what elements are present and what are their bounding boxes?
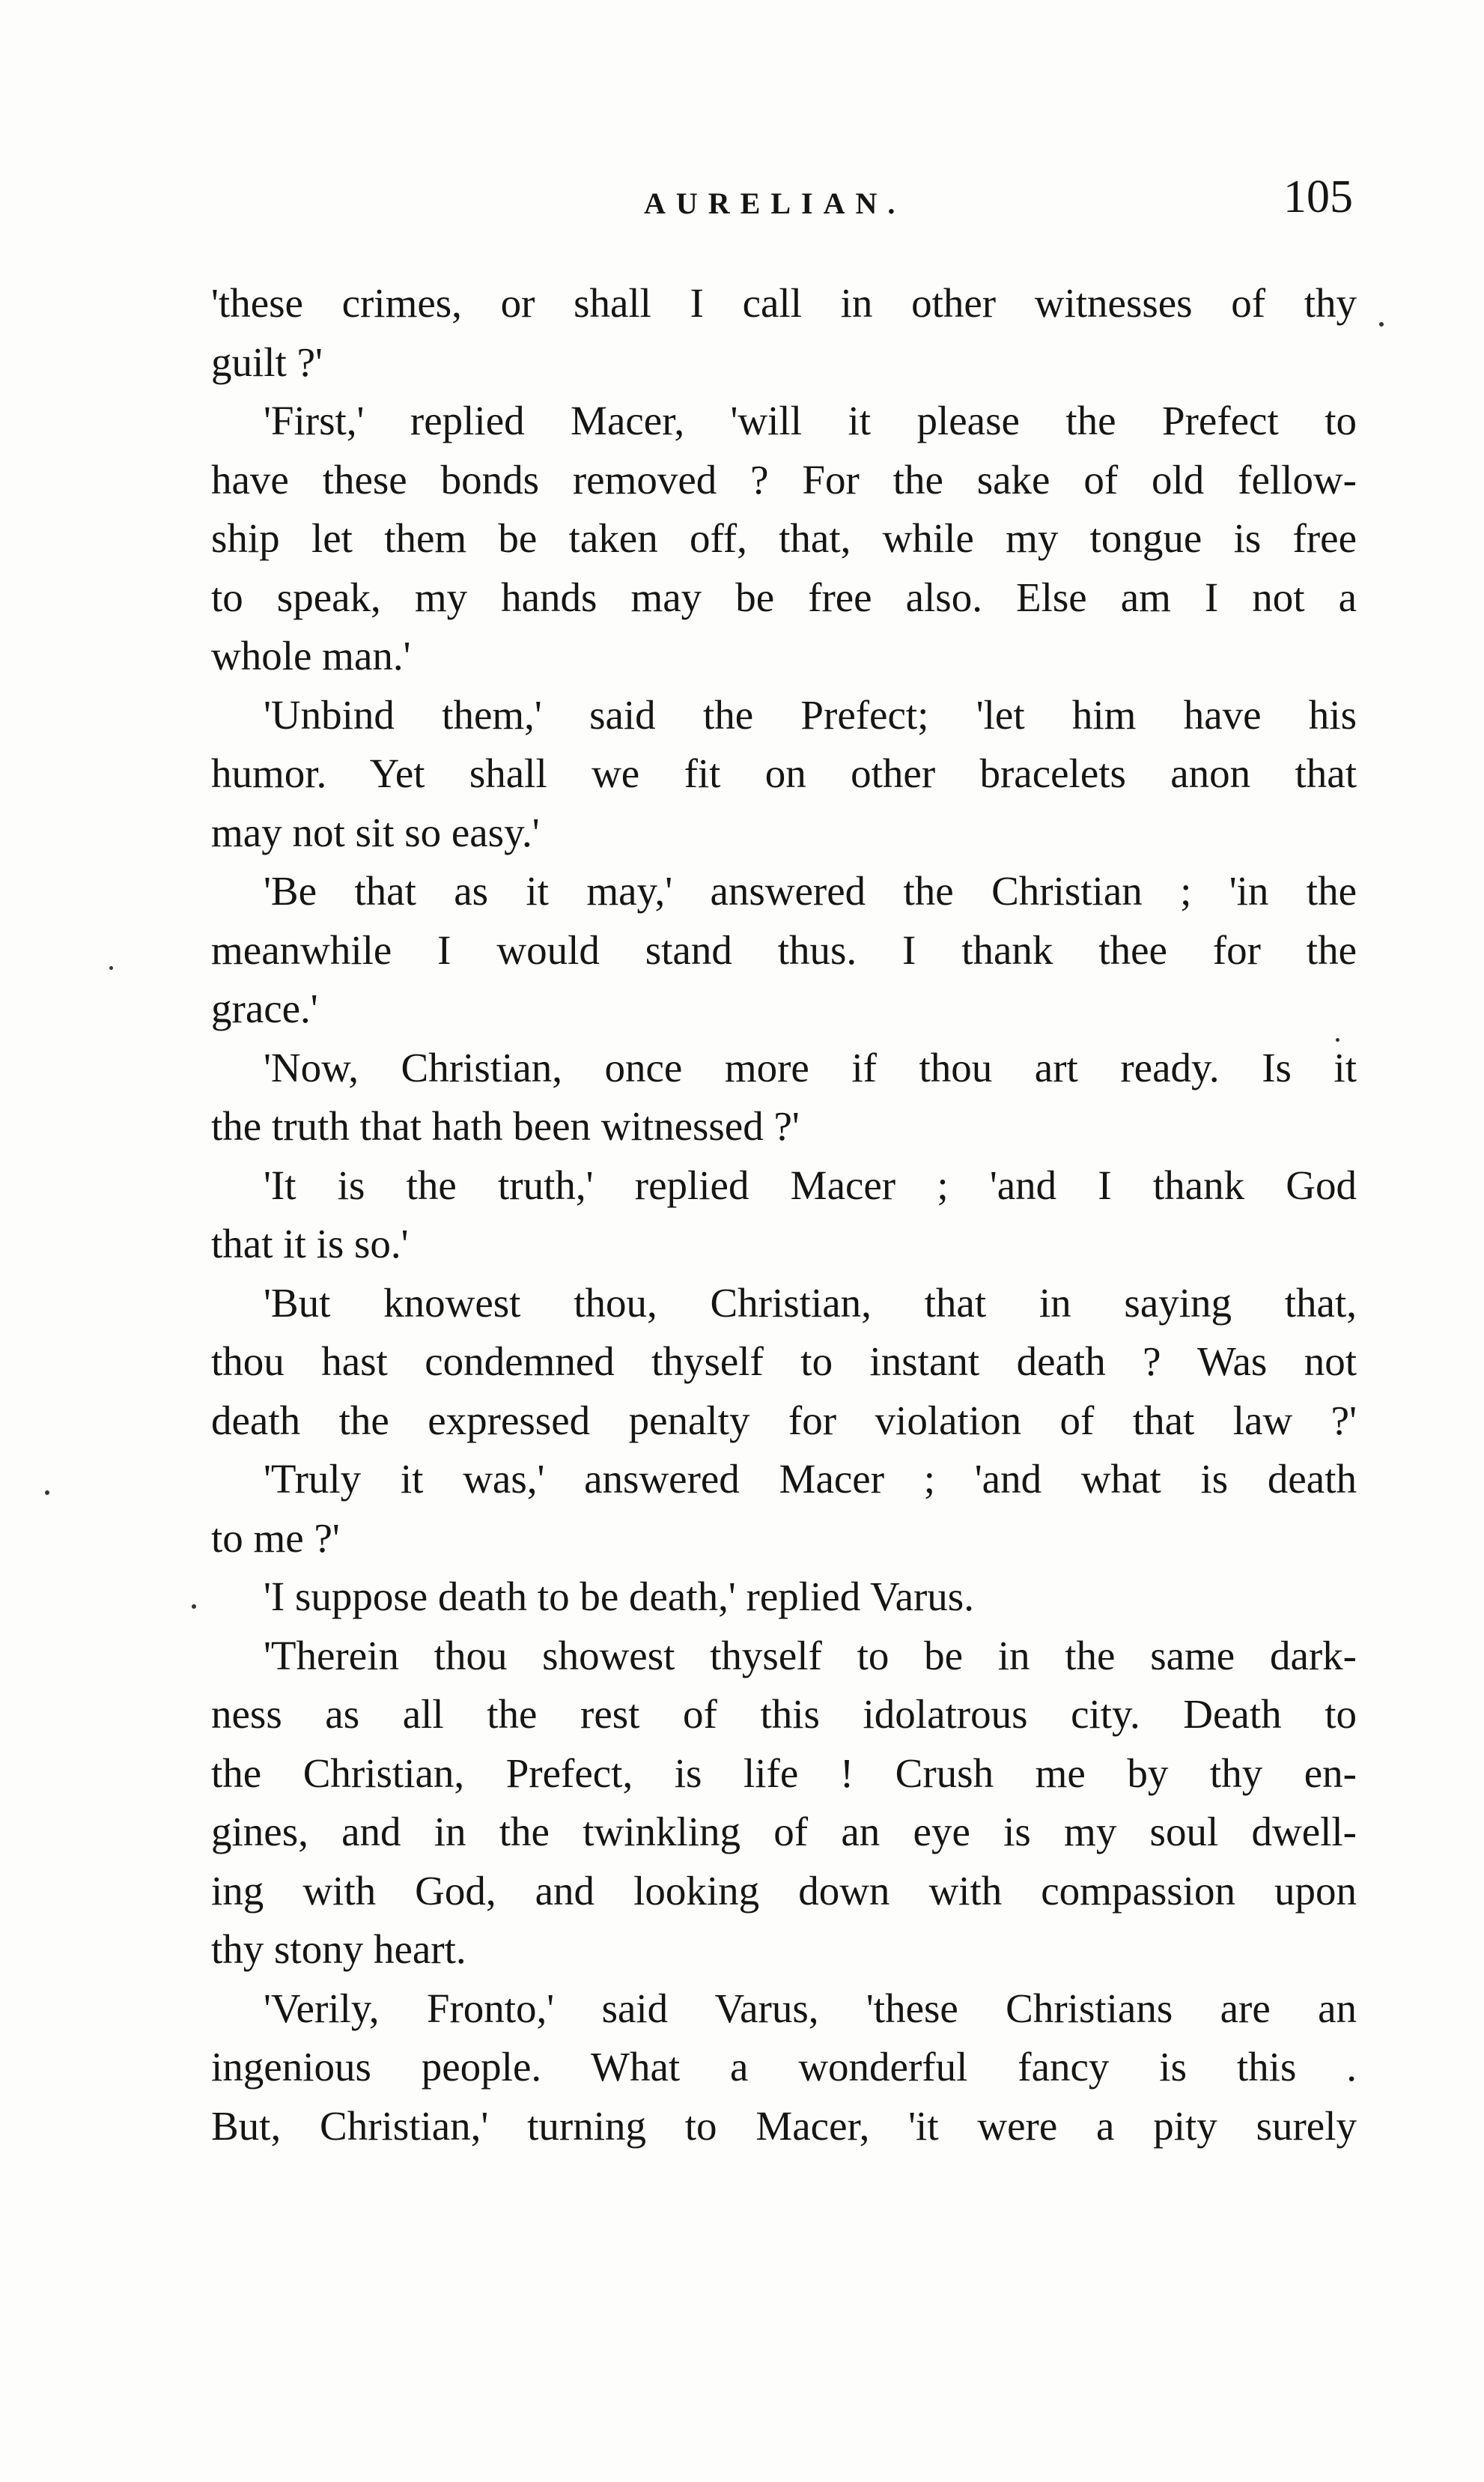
text-line: that it is so.' <box>211 1221 409 1266</box>
text-line: 'I suppose death to be death,' replied Varus. <box>264 1574 974 1619</box>
text-line: 'Verily, Fronto,' said Varus, 'these Christians are an <box>264 1985 1357 2031</box>
text-line: 'It is the truth,' replied Macer ; 'and I thank God <box>264 1162 1357 1208</box>
text-line: to speak, my hands may be free also. Else am I not a <box>211 574 1357 620</box>
text-line: ship let them be taken off, that, while my tongue is free <box>211 515 1357 561</box>
page-number: 105 <box>1283 172 1353 222</box>
text-line: guilt ?' <box>211 339 323 385</box>
text-line: have these bonds removed ? For the sake of old fellow- <box>211 456 1357 503</box>
scan-speck <box>109 966 113 970</box>
text-line: grace.' <box>211 986 318 1031</box>
text-line: death the expressed penalty for violation of that law ?' <box>211 1397 1357 1443</box>
text-line: 'Therein thou showest thyself to be in the same dark- <box>264 1632 1357 1678</box>
body-text <box>211 274 1357 2155</box>
scan-speck <box>45 1490 49 1495</box>
text-line: ness as all the rest of this idolatrous city. Death to <box>211 1691 1357 1737</box>
scan-speck <box>1379 322 1384 327</box>
text-line: ing with God, and looking down with compassion upon <box>211 1867 1357 1914</box>
text-line: the truth that hath been witnessed ?' <box>211 1103 800 1149</box>
text-line: to me ?' <box>211 1514 340 1561</box>
text-line: thy stony heart. <box>211 1926 466 1972</box>
running-header: AURELIAN. <box>644 186 906 220</box>
text-line: the Christian, Prefect, is life ! Crush me by thy en- <box>211 1750 1357 1796</box>
text-line: 'Unbind them,' said the Prefect; 'let him have his <box>264 691 1357 738</box>
text-line: 'Be that as it may,' answered the Christian ; 'in the <box>264 868 1357 914</box>
text-line: 'Truly it was,' answered Macer ; 'and what is death <box>264 1456 1357 1502</box>
text-line: But, Christian,' turning to Macer, 'it were a pity surely <box>211 2102 1357 2149</box>
text-line: ingenious people. What a wonderful fancy is this . <box>211 2044 1357 2090</box>
text-line: 'these crimes, or shall I call in other witnesses of thy <box>211 280 1357 326</box>
text-line: thou hast condemned thyself to instant death ? Was not <box>211 1338 1357 1384</box>
text-line: gines, and in the twinkling of an eye is my soul dwell- <box>211 1809 1357 1854</box>
text-line: 'But knowest thou, Christian, that in saying that, <box>264 1279 1357 1326</box>
text-line: meanwhile I would stand thus. I thank thee for the <box>211 926 1357 973</box>
text-line: humor. Yet shall we fit on other bracelets anon that <box>211 750 1357 796</box>
text-line: 'Now, Christian, once more if thou art ready. Is it <box>264 1044 1357 1090</box>
text-line: whole man.' <box>211 633 411 679</box>
text-line: may not sit so easy.' <box>211 809 540 855</box>
scan-speck <box>1336 1038 1339 1042</box>
scan-speck <box>192 1604 196 1609</box>
text-line: 'First,' replied Macer, 'will it please the Prefect to <box>264 398 1357 443</box>
